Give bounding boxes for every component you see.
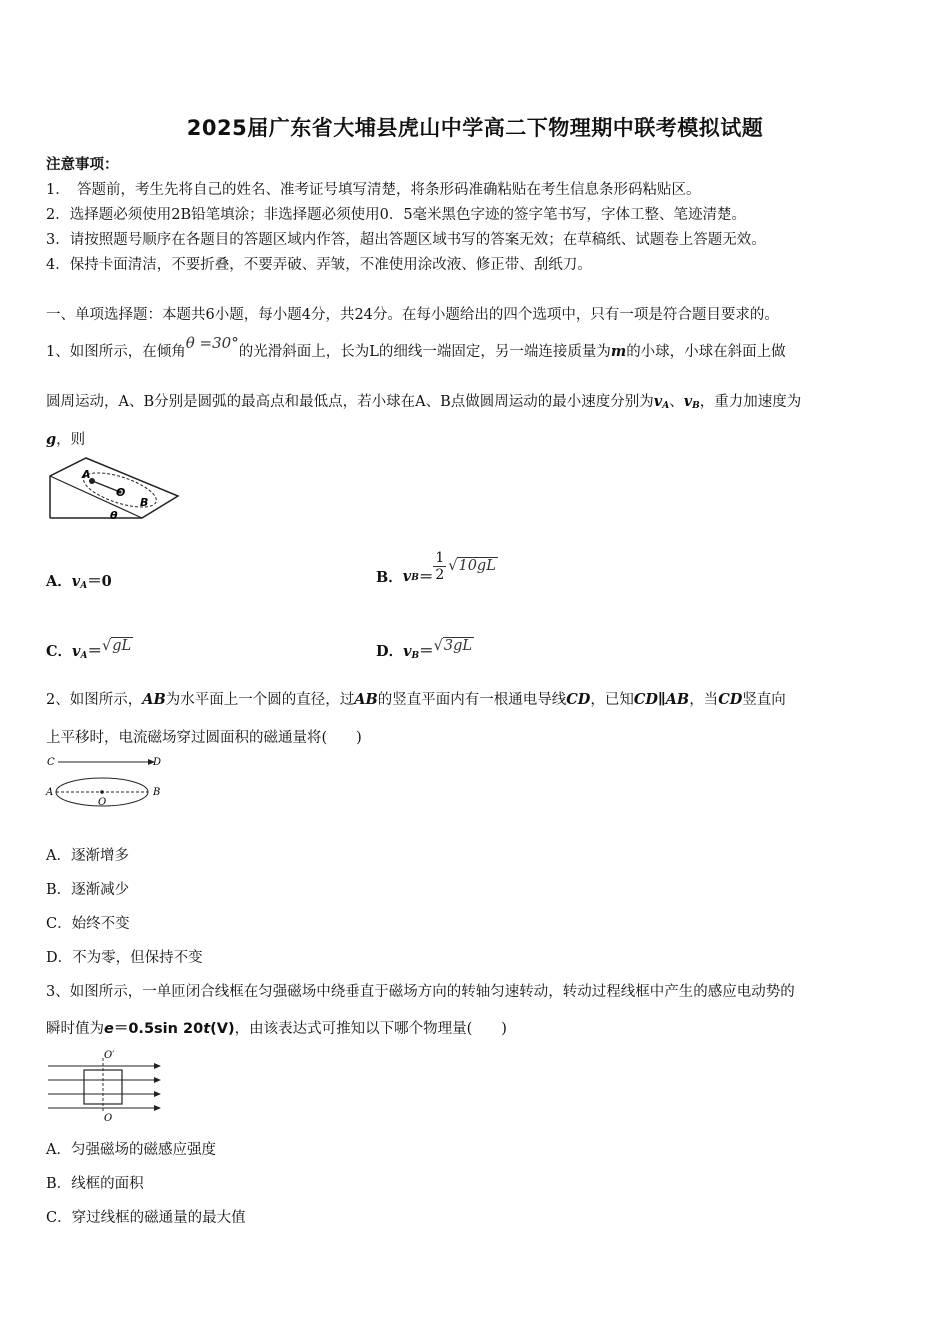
notice-item: 2．选择题必须使用2B铅笔填涂；非选择题必须使用0．5毫米黑色字迹的签字笔书写，字体工整、笔迹清楚。 [46,207,747,223]
option-eq: ＝ [418,568,434,586]
radicand: 3gL [443,638,473,654]
q2-text: ，当 [689,692,719,708]
q2-wire-circle-figure [44,752,168,810]
q3-option-a: A．匀强磁场的磁感应强度 [46,1142,216,1158]
q2-text: 竖直向 [742,692,786,708]
q2-text: 为水平面上一个圆的直径，过 [165,692,355,708]
q1-text: 的光滑斜面上，长为L的细线一端固定，另一端连接质量为 [238,344,611,360]
q1-fig-label-o: O [116,486,126,499]
option-v-sub: A [80,651,88,661]
q3-fig-label-o-prime: O′ [104,1050,115,1061]
q2-cd: CD [566,691,591,708]
q1-sep: 、 [669,394,684,410]
option-label: B． [376,568,403,586]
sqrt: √gL [101,638,132,654]
radicand: gL [112,638,132,654]
option-v: v [71,573,81,590]
q1-mass: m [610,343,627,360]
page-title: 2025届广东省大埔县虎山中学高二下物理期中联考模拟试题 [186,116,764,140]
q2-fig-label-a: A [46,787,54,798]
q2-option-a: A．逐渐增多 [46,848,129,864]
q2-ab: AB [142,691,166,708]
option-label: D． [376,643,404,660]
fraction-denominator: 2 [435,566,445,583]
q3-text: 瞬时值为 [46,1021,104,1037]
q3-formula-t: t [203,1021,211,1037]
q1-fig-label-b: B [140,496,149,509]
option-v: v [72,643,81,660]
q1-vb: v [683,393,693,410]
q3-coil-field-figure [44,1048,168,1122]
section-heading: 一、单项选择题：本题共6小题，每小题4分，共24分。在每小题给出的四个选项中，只有一项是符合题目要求的。 [46,307,779,323]
q2-cd-parallel: CD∥AB [633,691,690,708]
q2-line-2: 上平移时，电流磁场穿过圆面积的磁通量将( ) [46,730,362,746]
q2-option-c: C．始终不变 [46,916,130,932]
q2-text: 的竖直平面内有一根通电导线 [377,692,567,708]
notice-item: 1． 答题前，考生先将自己的姓名、准考证号填写清楚，将条形码准确粘贴在考生信息条形码粘贴区。 [46,182,701,198]
q2-text: 2、如图所示， [46,692,143,708]
q3-line-2 [46,1017,507,1038]
option-eq: ＝ [87,643,102,660]
q1-vb-sub: B [692,401,700,411]
q1-fig-label-a: A [82,468,91,481]
q1-text: 1、如图所示，在倾角 [46,344,186,360]
q3-line-1: 3、如图所示，一单匝闭合线框在匀强磁场中绕垂直于磁场方向的转轴匀速转动，转动过程线框中产生的感应电动势的 [46,984,795,1000]
q2-text: ，已知 [590,692,634,708]
option-v: v [403,643,412,660]
notice-heading: 注意事项： [46,156,119,173]
option-label: A． [46,573,72,590]
q1-text: 的小球，小球在斜面上做 [626,344,786,360]
q1-line-3 [46,428,85,449]
option-label: C． [46,643,73,660]
sqrt: √3gL [433,638,473,654]
sqrt: √10gL [448,558,496,574]
option-v-sub: B [411,651,420,661]
q2-fig-label-b: B [153,787,161,798]
option-eq: ＝ [419,643,434,660]
q1-option-d [376,640,474,661]
q2-fig-label-c: C [47,757,55,768]
q3-formula-e: e [104,1021,114,1037]
option-eq: ＝0 [87,573,112,590]
q1-va-sub: A [662,401,670,411]
q2-ab: AB [354,691,378,708]
q3-formula: ＝0.5sin 20 [113,1021,204,1037]
q1-text: ，则 [56,432,86,448]
q1-angle: θ =30° [185,334,239,352]
radicand: 10gL [458,558,496,574]
notice-item: 4．保持卡面清洁，不要折叠，不要弄破、弄皱，不准使用涂改液、修正带、刮纸刀。 [46,257,592,273]
q3-fig-label-o: O [104,1113,113,1122]
q1-line-1 [46,334,786,361]
q1-va: v [653,393,663,410]
notice-item: 3．请按照题号顺序在各题目的答题区域内作答，超出答题区域书写的答案无效；在草稿纸、试题卷上答题无效。 [46,232,766,248]
q1-option-a [46,570,112,591]
q1-option-b [376,544,498,588]
q2-fig-label-o: O [98,797,107,808]
option-v-sub: A [80,581,88,591]
q1-fig-label-theta: θ [110,509,118,522]
q1-g: g [46,431,57,448]
fraction-numerator: 1 [435,549,445,566]
q3-formula-unit: (V) [210,1021,235,1037]
q2-option-b: B．逐渐减少 [46,882,130,898]
q3-option-b: B．线框的面积 [46,1176,144,1192]
q2-line-1 [46,688,786,709]
q2-cd: CD [718,691,743,708]
q2-option-d: D．不为零，但保持不变 [46,950,203,966]
q1-option-c [46,640,133,661]
option-v: v [402,567,412,585]
q3-option-c: C．穿过线框的磁通量的最大值 [46,1210,246,1226]
q1-incline-figure [46,456,182,524]
q1-line-2 [46,390,801,411]
q3-text: ，由该表达式可推知以下哪个物理量( ) [234,1021,507,1037]
option-v-sub: B [411,573,419,583]
fraction [433,550,446,583]
q1-text: 圆周运动，A、B分别是圆弧的最高点和最低点，若小球在A、B点做圆周运动的最小速度分别为 [46,394,654,410]
q2-fig-label-d: D [153,757,162,768]
q1-text: ，重力加速度为 [699,394,802,410]
